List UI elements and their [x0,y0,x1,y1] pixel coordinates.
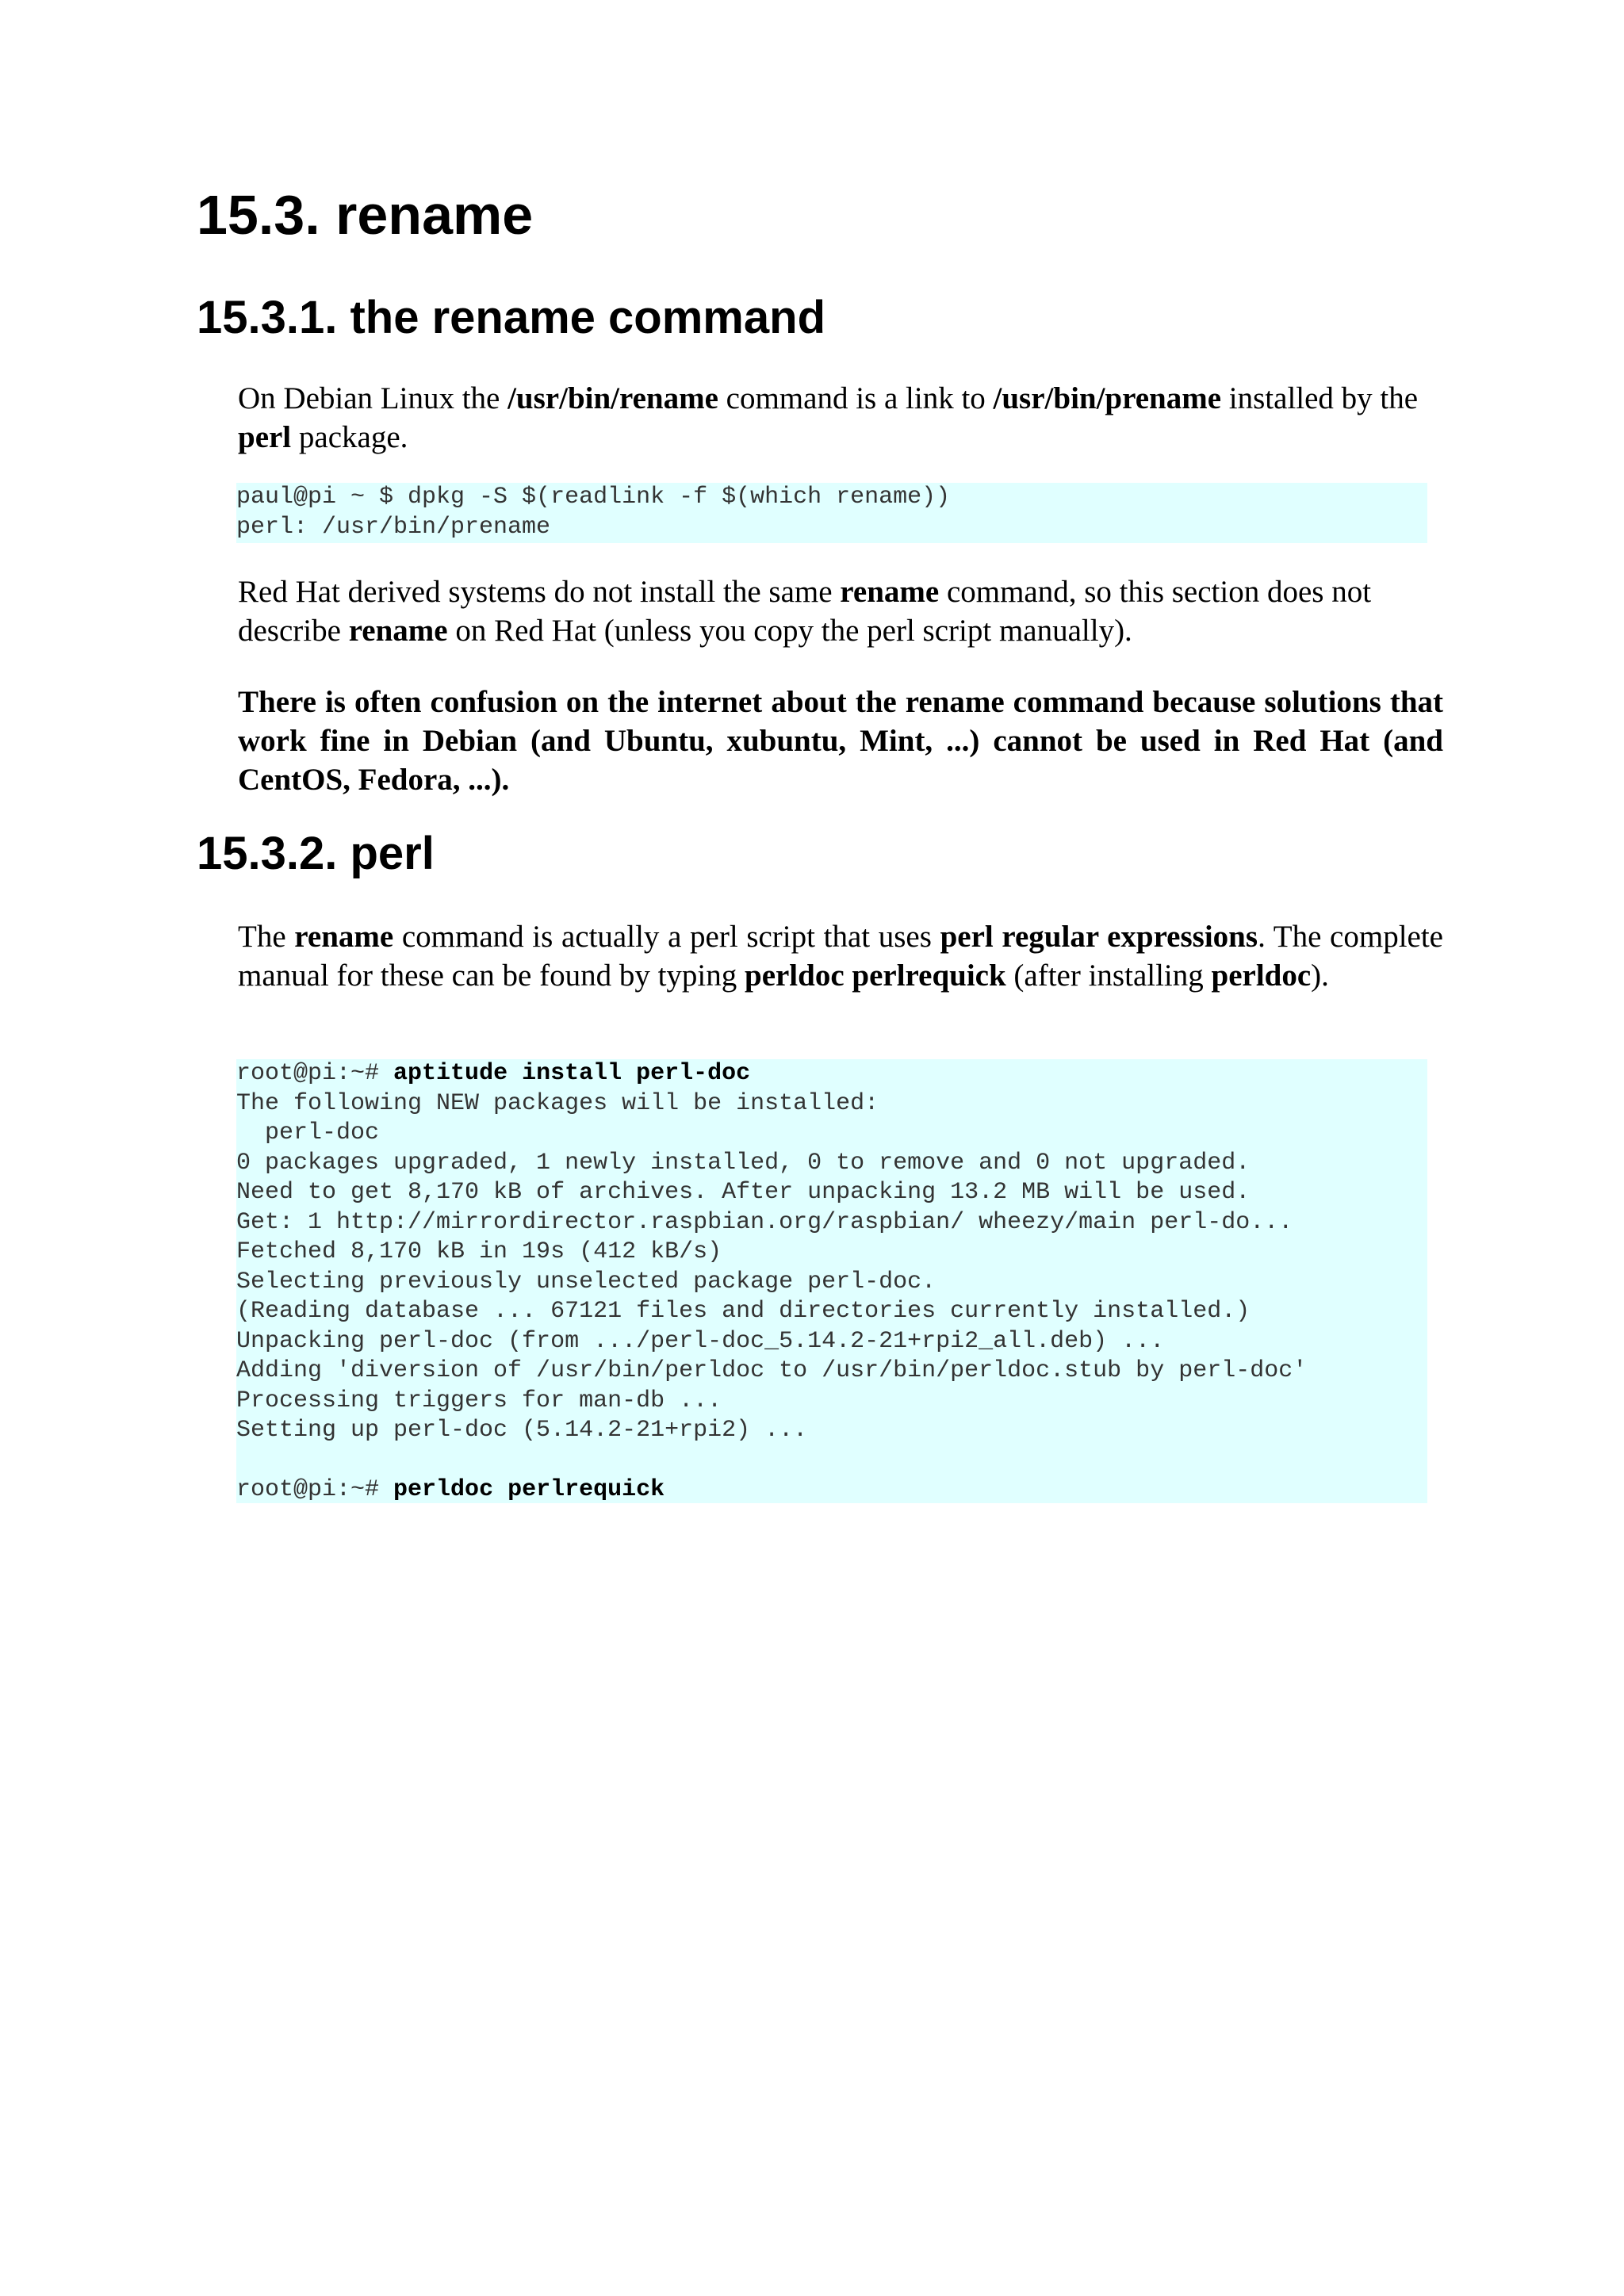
subsection-heading-perl: 15.3.2. perl [197,828,435,879]
code-line: Fetched 8,170 kB in 19s (412 kB/s) [236,1238,722,1265]
text: Red Hat derived systems do not install the same [238,575,841,609]
code-line: perl-doc [236,1119,380,1146]
paragraph-confusion-warning: There is often confusion on the internet about the rename command because solutions that work fine in Debian (and Ubuntu, xubuntu, Mint, ...) cannot be used in Red Hat (and CentOS, Fedora, ...). [238,685,1443,797]
text: command, so this section does not describe [238,575,1372,648]
term: perl regular expressions [940,920,1258,954]
section-heading: 15.3. rename [197,184,534,246]
text: command is actually a perl script that uses [393,920,940,954]
command-name: rename [294,920,394,954]
code-line: Adding 'diversion of /usr/bin/perldoc to /usr/bin/perldoc.stub by perl-doc' [236,1357,1308,1384]
text: installed by the [1221,381,1419,415]
code-block-dpkg [236,483,1427,543]
command: perldoc perlrequick [393,1476,665,1503]
command-name: rename [348,614,448,648]
command: aptitude install perl-doc [393,1060,751,1087]
prompt: root@pi:~# [236,1060,394,1087]
path-prename: /usr/bin/prename [993,381,1222,415]
paragraph-perl-regex [238,917,1443,995]
paragraph-rename-link [238,379,1443,457]
paragraph-red-hat [238,572,1443,650]
text: . The complete manual for these can be found by typing [238,920,1443,993]
code-line: 0 packages upgraded, 1 newly installed, 0 to remove and 0 not upgraded. [236,1149,1251,1177]
code-line: Setting up perl-doc (5.14.2-21+rpi2) ... [236,1417,808,1444]
code-line: The following NEW packages will be installed: [236,1089,879,1117]
package-name: perl [238,420,292,454]
text: On Debian Linux the [238,381,508,415]
text: on Red Hat (unless you copy the perl script manually). [447,614,1132,648]
text: package. [291,420,408,454]
code-line: Processing triggers for man-db ... [236,1387,722,1414]
code-line: (Reading database ... 67121 files and directories currently installed.) [236,1298,1251,1325]
text: ). [1311,959,1329,993]
package-name: perldoc [1211,959,1312,993]
code-block-aptitude [236,1059,1427,1503]
code-line: Selecting previously unselected package perl-doc. [236,1268,936,1295]
code-line: perl: /usr/bin/prename [236,513,551,541]
text: command is a link to [718,381,994,415]
path-rename: /usr/bin/rename [508,381,718,415]
code-line: Unpacking perl-doc (from .../perl-doc_5.14.2-21+rpi2_all.deb) ... [236,1327,1165,1355]
text: The [238,920,295,954]
prompt: root@pi:~# [236,1476,394,1503]
subsection-heading-rename-command: 15.3.1. the rename command [197,292,825,343]
code-line: Need to get 8,170 kB of archives. After unpacking 13.2 MB will be used. [236,1179,1251,1206]
code-line: Get: 1 http://mirrordirector.raspbian.org/raspbian/ wheezy/main perl-do... [236,1208,1293,1236]
text: (after installing [1005,959,1212,993]
command-name: perldoc perlrequick [745,959,1006,993]
command-name: rename [840,575,940,609]
code-line: paul@pi ~ $ dpkg -S $(readlink -f $(which rename)) [236,484,951,511]
